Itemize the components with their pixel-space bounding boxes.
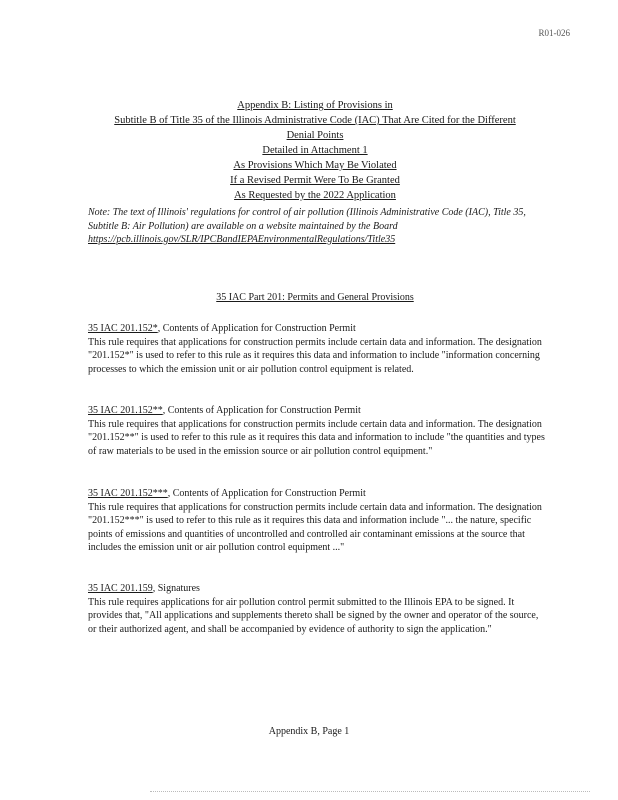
section-citation: 35 IAC 201.152** — [88, 405, 163, 416]
section-title-text: , Contents of Application for Construction Permit — [167, 488, 366, 499]
bottom-divider — [150, 791, 590, 792]
section-body: This rule requires that applications for construction permits include certain data and information. The designation "201.152*" is used to refer to this rule as it requires this data and information to include "information concerning processes to which the emission unit or air pollution control equipment is related. — [88, 336, 542, 375]
provision-section — [88, 487, 546, 555]
section-citation: 35 IAC 201.152*** — [88, 488, 168, 499]
heading-line: Detailed in Attachment 1 — [262, 145, 368, 156]
regulations-note — [88, 206, 558, 247]
provision-section — [88, 582, 546, 636]
section-title — [88, 404, 546, 418]
section-title-text: , Contents of Application for Construction Permit — [162, 405, 361, 416]
note-text: The text of Illinois' regulations for control of air pollution (Illinois Administrative Code (IAC), Title 35, Subtitle B: Air Pollution) are available on a website maintained by the Board — [88, 207, 526, 232]
section-body: This rule requires applications for air pollution control permit submitted to the Illinois EPA to be signed. It provides that, "All applications and supplements thereto shall be signed by the owner and operator of the source, or their authorized agent, and shall be accompanied by evidence of authority to sign the application." — [88, 596, 539, 635]
board-website-link[interactable]: https://pcb.illinois.gov/SLR/IPCBandIEPAEnvironmentalRegulations/Title35 — [88, 234, 396, 245]
section-citation: 35 IAC 201.152* — [88, 323, 158, 334]
section-title-text: , Contents of Application for Construction Permit — [157, 323, 356, 334]
provision-section — [88, 322, 546, 376]
part-heading: 35 IAC Part 201: Permits and General Provisions — [216, 292, 414, 303]
heading-line: Subtitle B of Title 35 of the Illinois Administrative Code (IAC) That Are Cited for the Different — [114, 115, 516, 126]
section-citation: 35 IAC 201.159 — [88, 583, 153, 594]
section-body: This rule requires that applications for construction permits include certain data and information. The designation "201.152**" is used to refer to this rule as it requires this data and information to include "the quantities and types of raw materials to be used in the emission source or air pollution control equipment." — [88, 418, 545, 457]
page-footer: Appendix B, Page 1 — [268, 726, 350, 737]
appendix-heading — [60, 98, 570, 203]
section-title — [88, 487, 546, 501]
document-id: R01-026 — [538, 28, 570, 38]
section-body: This rule requires that applications for construction permits include certain data and information. The designation "201.152***" is used to refer to this rule as it requires this data and information include "... the nature, specific points of emissions and quantities of uncontrolled and controlled air contaminant emissions at the source that includes the emission unit or air pollution control equipment ..." — [88, 501, 542, 554]
section-title-text: , Signatures — [152, 583, 200, 594]
note-label: Note: — [88, 207, 111, 218]
heading-line: Appendix B: Listing of Provisions in — [237, 100, 393, 111]
heading-line: If a Revised Permit Were To Be Granted — [230, 175, 400, 186]
section-title — [88, 322, 546, 336]
provision-section — [88, 404, 546, 458]
heading-line: As Provisions Which May Be Violated — [233, 160, 397, 171]
heading-line: As Requested by the 2022 Application — [234, 190, 396, 201]
section-title — [88, 582, 546, 596]
heading-line: Denial Points — [286, 130, 344, 141]
